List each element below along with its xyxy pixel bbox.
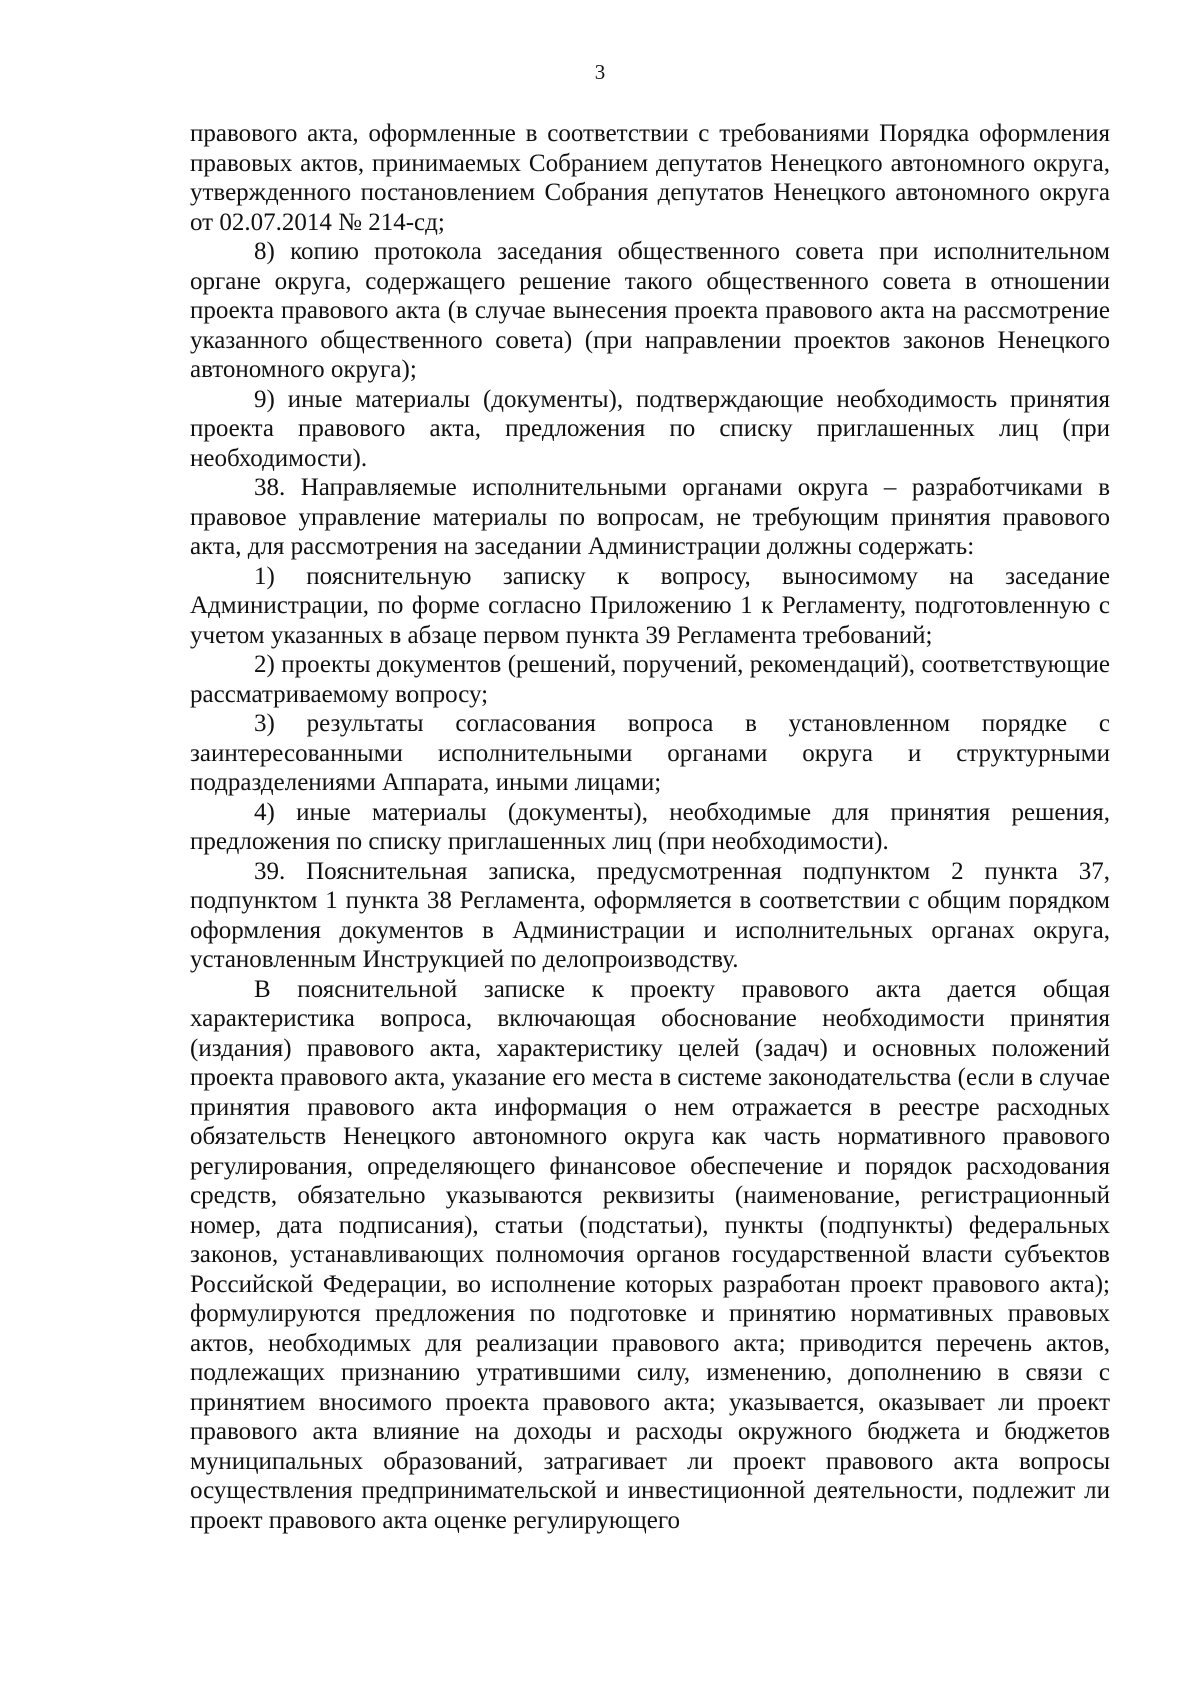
paragraph-clause-38-item-1: 1) пояснительную записку к вопросу, выносимому на заседание Администрации, по форме согласно Приложению 1 к Регламенту, подготовленную с учетом указанных в абзаце первом пункта 39 Регламента требований; [190, 562, 1110, 649]
paragraph-item-8: 8) копию протокола заседания общественного совета при исполнительном органе округа, содержащего решение такого общественного совета в отношении проекта правового акта (в случае вынесения проекта правового акта на рассмотрение указанного общественного совета) (при направлении проектов законов Ненецкого автономного округа); [190, 238, 1110, 383]
paragraph-clause-38-item-3: 3) результаты согласования вопроса в установленном порядке с заинтересованными исполнительными органами округа и структурными подразделениями Аппарата, иными лицами; [190, 710, 1110, 796]
paragraph-item-9: 9) иные материалы (документы), подтверждающие необходимость принятия проекта правового акта, предложения по списку приглашенных лиц (при необходимости). [190, 385, 1110, 472]
paragraph-clause-39: 39. Пояснительная записка, предусмотренная подпунктом 2 пункта 37, подпунктом 1 пункта 38 Регламента, оформляется в соответствии с общим порядком оформления документов в Администрации и исполнительных органах округа, установленным Инструкцией по делопроизводству. [190, 857, 1110, 973]
document-body [190, 119, 1110, 1535]
paragraph-explanatory-note: В пояснительной записке к проекту правового акта дается общая характеристика вопроса, включающая обоснование необходимости принятия (издания) правового акта, характеристику целей (задач) и основных положений проекта правового акта, указание его места в системе законодательства (если в случае принятия правового акта информация о нем отражается в реестре расходных обязательств Ненецкого автономного округа как часть нормативного правового регулирования, определяющего финансовое обеспечение и порядок расходования средств, обязательно указываются реквизиты (наименование, регистрационный номер, дата подписания), статьи (подстатьи), пункты (подпункты) федеральных законов, устанавливающих полномочия органов государственной власти субъектов Российской Федерации, во исполнение которых разработан проект правового акта); формулируются предложения по подготовке и принятию нормативных правовых актов, необходимых для реализации правового акта; приводится перечень актов, подлежащих признанию утратившими силу, изменению, дополнению в связи с принятием вносимого проекта правового акта; указывается, оказывает ли проект правового акта влияние на доходы и расходы окружного бюджета и бюджетов муниципальных образований, затрагивает ли проект правового акта вопросы осуществления предпринимательской и инвестиционной деятельности, подлежит ли проект правового акта оценке регулирующего [190, 975, 1110, 1534]
page-number: 3 [594, 60, 606, 84]
paragraph-clause-38: 38. Направляемые исполнительными органами округа – разработчиками в правовое управление материалы по вопросам, не требующим принятия правового акта, для рассмотрения на заседании Администрации должны содержать: [190, 474, 1110, 560]
paragraph-continuation: правового акта, оформленные в соответствии с требованиями Порядка оформления правовых актов, принимаемых Собранием депутатов Ненецкого автономного округа, утвержденного постановлением Собрания депутатов Ненецкого автономного округа от 02.07.2014 № 214-сд; [190, 120, 1110, 236]
paragraph-clause-38-item-2: 2) проекты документов (решений, поручений, рекомендаций), соответствующие рассматриваемому вопросу; [190, 651, 1110, 708]
paragraph-clause-38-item-4: 4) иные материалы (документы), необходимые для принятия решения, предложения по списку приглашенных лиц (при необходимости). [190, 798, 1110, 855]
